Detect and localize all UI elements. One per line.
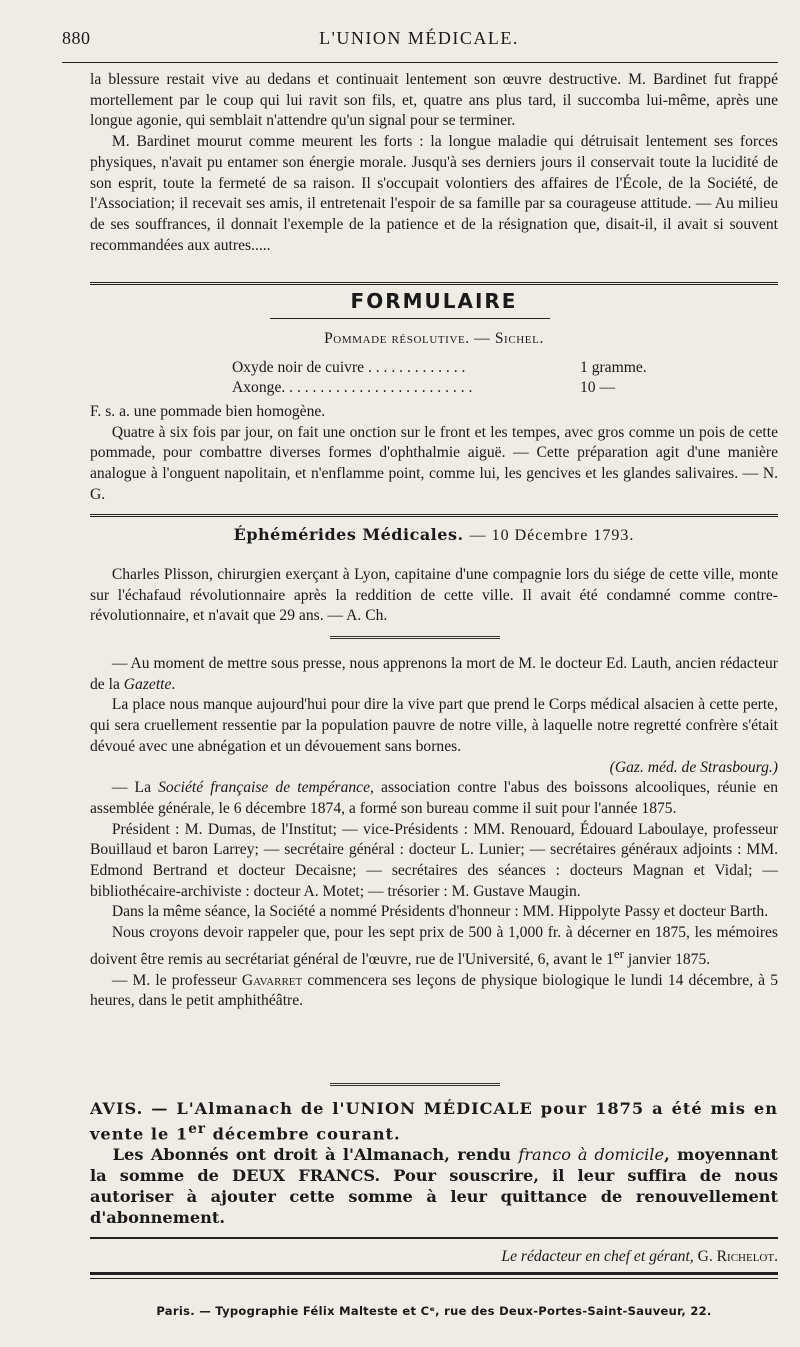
societe-paragraph-3: Dans la même séance, la Société a nommé Présidents d'honneur : MM. Hippolyte Passy et docteur Barth. [111,903,769,921]
section-divider [90,282,778,285]
gavarret-paragraph: — M. le professeur Gavarret commencera ses leçons de physique biologique le lundi 14 décembre, à 5 heures, dans le petit amphithéâtre. [90,971,778,1010]
page-header [62,28,776,54]
avis-paragraph-2: Les Abonnés ont droit à l'Almanach, rendu franco à domicile, moyennant la somme de DEUX FRANCS. Pour souscrire, il leur suffira de nous autoriser à ajouter cette somme à leur quittance de renouvellement d'abonnement. [90,1145,778,1228]
formulaire-rule [270,318,550,319]
ephemerides-date: — 10 Décembre 1793. [469,527,635,544]
signoff-rule [90,1237,778,1239]
ingredient-name: Axonge. . . . . . . . . . . . . . . . . . . . . . . . . [232,379,473,396]
recipe-title: Pommade résolutive. — Sichel. [324,330,544,347]
avis-paragraph-1: AVIS. — L'Almanach de l'UNION MÉDICALE pour 1875 a été mis en vente le 1er décembre courant. [90,1099,778,1144]
ingredient-name: Oxyde noir de cuivre . . . . . . . . . . . . . [232,359,466,376]
obituary-text [90,70,778,256]
societe-paragraph-1: — La Société française de tempérance, association contre l'abus des boissons alcooliques, réunie en assemblée générale, le 6 décembre 1874, a formé son bureau comme il suit pour l'année 1875. [90,779,778,817]
recipe-usage: Quatre à six fois par jour, on fait une onction sur le front et les tempes, avec gros comme un pois de cette pommade, pour combattre diverses formes d'ophthalmie aiguë. — Cette préparation agit d'une manière analogue à l'onguent napolitain, et n'enflamme point, comme lui, les gencives et les glandes salivaires. — N. G. [90,423,778,503]
page-number: 880 [62,28,91,48]
societe-paragraph-2: Président : M. Dumas, de l'Institut; — vice-Présidents : MM. Renouard, Édouard Laboulaye, professeur Bouillaud et baron Larrey; — secrétaire général : docteur L. Lunier; — secrétaires généraux adjoints : MM. Edmond Bertrand et docteur Decaisne; — secrétaires des séances : docteurs Magnan et Vidal; — bibliothécaire-archiviste : docteur A. Motet; — trésorier : M. Gustave Maugin. [90,820,778,900]
short-divider [330,636,500,639]
obituary-paragraph-1: la blessure restait vive au dedans et continuait lentement son œuvre destructive. M. Bardinet fut frappé mortellement par le coup qui lui ravit son fils, et, quatre ans plus tard, il succomba lui-même, après une longue agonie, qui semblait n'attendre qu'un signal pour se terminer. [90,71,778,130]
printer-imprint: Paris. — Typographie Félix Malteste et Cᵉ, rue des Deux-Portes-Saint-Sauveur, 22. [156,1304,712,1318]
ingredient-qty: 1 gramme. [580,359,647,376]
recipe-prep: F. s. a. une pommade bien homogène. [90,403,326,420]
footer-rule-thin [90,1278,778,1279]
ephemerides-text [90,565,778,627]
ephemerides-title: Éphémérides Médicales. [233,525,464,544]
section-divider [90,514,778,517]
signoff [90,1248,778,1266]
formulaire-text [90,402,778,506]
editor-role: Le rédacteur en chef et gérant, [501,1248,694,1265]
ingredient-qty: 10 — [580,379,616,396]
footer-rule [90,1272,778,1275]
short-divider [330,1083,500,1086]
societe-paragraph-4: Nous croyons devoir rappeler que, pour les sept prix de 500 à 1,000 fr. à décerner en 1875, les mémoires doivent être remis au secrétariat général de l'œuvre, rue de l'Université, 6, avant le 1er janvier 1875. [90,924,778,969]
ingredient-row [232,379,616,397]
lauth-source: (Gaz. méd. de Strasbourg.) [609,758,778,776]
avis-notice [90,1098,778,1228]
ingredient-row [232,359,647,377]
lauth-paragraph-2: La place nous manque aujourd'hui pour dire la vive part que prend le Corps médical alsacien à cette perte, qui sera cruellement ressentie par la population pauvre de notre ville, à laquelle notre regretté confrère s'était dévoué avec une abnégation et un dévouement sans bornes. [90,696,778,755]
ephemerides-heading [90,525,778,545]
running-title: L'UNION MÉDICALE. [319,28,519,48]
header-rule [62,62,778,63]
news-text [90,654,778,1012]
obituary-paragraph-2: M. Bardinet mourut comme meurent les forts : la longue maladie qui détruisait lentement ses forces physiques, n'avait pu entamer son énergie morale. Jusqu'à ses derniers jours il conservait toute la lucidité de son esprit, toute la fermeté de sa raison. Il s'occupait volontiers des affaires de l'École, de la Société, de l'Association; il recevait ses amis, il entretenait l'espoir de sa famille par sa courageuse attitude. — Au milieu de ses souffrances, il donnait l'exemple de la patience et de la résignation que, disait-il, il avait si souvent recommandées aux autres..... [90,133,778,254]
lauth-paragraph-1: — Au moment de mettre sous presse, nous apprenons la mort de M. le docteur Ed. Lauth, ancien rédacteur de la Gazette. [90,655,778,693]
ephemerides-paragraph: Charles Plisson, chirurgien exerçant à Lyon, capitaine d'une compagnie lors du siége de cette ville, monte sur l'échafaud révolutionnaire après la reddition de cette ville. Il avait été condamné comme contre-révolutionnaire, et n'avait que 29 ans. — A. Ch. [90,566,778,625]
editor-name: G. Richelot. [697,1248,778,1265]
formulaire-heading: FORMULAIRE [350,289,518,313]
